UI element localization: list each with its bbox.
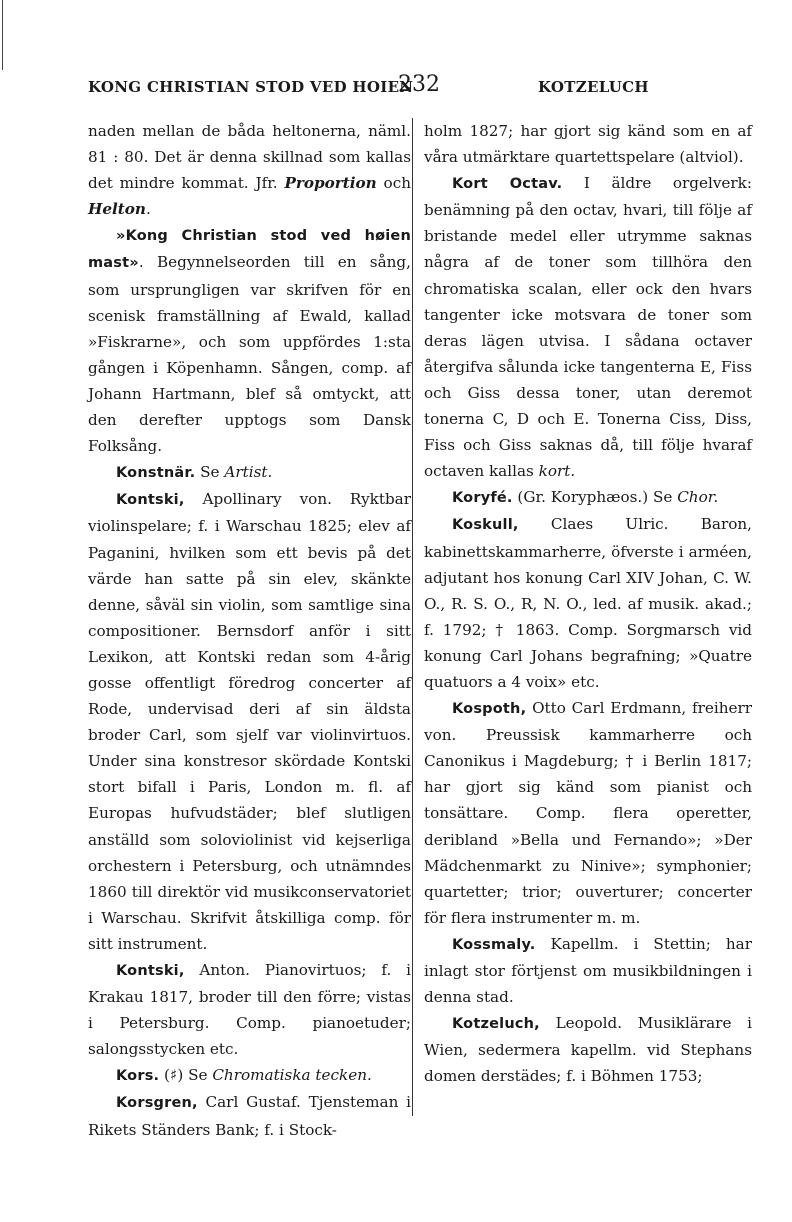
cross-reference: kort. bbox=[538, 462, 576, 481]
entry-text: (♯) Se bbox=[159, 1066, 213, 1085]
entry-term: »Kong Christian stod ved høien mast» bbox=[88, 228, 411, 272]
entry-term: Korsgren, bbox=[116, 1095, 198, 1112]
entry-text: Se bbox=[195, 463, 225, 482]
entry-text: Carl Gustaf. Tjensteman i Rikets Ständers Bank; f. i Stock- bbox=[88, 1093, 411, 1139]
cross-reference: Artist. bbox=[224, 463, 273, 482]
entry-text: Kapellm. i Stettin; har inlagt stor förtjenst om musikbildningen i denna stad. bbox=[424, 934, 752, 1007]
entry-kort-octav bbox=[424, 170, 752, 484]
entry-text: Otto Carl Erdmann, freiherr von. Preussisk kammarherre och Canonikus i Magdeburg; † i Berlin 1817; har gjort sig känd som pianist och tonsättare. Comp. flera operetter, deribland »Bella und Fernando»; »Der Mädchenmarkt zu Ninive»; symphonier; quartetter; trior; ouverturer; concerter för flera instrumenter m. m. bbox=[424, 699, 752, 927]
entry-term: Kotzeluch, bbox=[452, 1016, 540, 1033]
entry-koskull bbox=[424, 511, 752, 695]
text-run: . bbox=[145, 200, 151, 219]
entry-term: Koskull, bbox=[452, 517, 519, 534]
continued-paragraph bbox=[88, 118, 411, 222]
cross-reference: Chor. bbox=[677, 488, 719, 507]
entry-konstnar bbox=[88, 459, 411, 486]
entry-kors bbox=[88, 1062, 411, 1089]
entry-kontski-apollinary bbox=[88, 486, 411, 957]
entry-kong-christian bbox=[88, 222, 411, 459]
text-run: naden mellan de båda heltonerna, näml. 81 : 80. Det är denna skillnad som kallas det mindre kommat. Jfr. bbox=[88, 122, 411, 193]
entry-text: (Gr. Koryphæos.) Se bbox=[512, 488, 678, 507]
entry-kontski-anton bbox=[88, 957, 411, 1062]
continued-paragraph: holm 1827; har gjort sig känd som en af våra utmärktare quartettspelare (altviol). bbox=[424, 122, 752, 167]
entry-koryfe bbox=[424, 484, 752, 511]
entry-kotzeluch bbox=[424, 1010, 752, 1089]
entry-text: Claes Ulric. Baron, kabinettskammarherre, öfverste i arméen, adjutant hos konung Carl XIV Johan, C. W. O., R. S. O., R, N. O., led. af musik. akad.; f. 1792; † 1863. Comp. Sorgmarsch vid konung Carl Johans begrafning; »Quatre quatuors a 4 voix» etc. bbox=[424, 515, 752, 691]
cross-reference: Proportion bbox=[284, 174, 377, 193]
cross-reference: Chromatiska tecken. bbox=[212, 1066, 372, 1085]
entry-korsgren bbox=[88, 1089, 411, 1142]
column-divider bbox=[412, 118, 413, 1116]
page-number: 232 bbox=[398, 72, 440, 97]
entry-text: Anton. Pianovirtuos; f. i Krakau 1817, broder till den förre; vistas i Petersburg. Comp. pianoetuder; salongsstycken etc. bbox=[88, 961, 411, 1059]
page-edge-line bbox=[2, 0, 3, 70]
entry-text: Apollinary von. Ryktbar violinspelare; f. i Warschau 1825; elev af Paganini, hvilken som ett bevis på det värde han satte på sin elev, skänkte denne, såväl sin violin, som samtlige sina compositioner. Bernsdorf anför i sitt Lexikon, att Kontski redan som 4-årig gosse offentligt föredrog concerter af Rode, undervisad deri af sin äldsta broder Carl, som sjelf var violinvirtuos. Under sina konstresor skördade Kontski stort bifall i Paris, London m. fl. af Europas hufvudstäder; blef slutligen anställd som soloviolinist vid kejserliga orchestern i Petersburg, och utnämndes 1860 till direktör vid musikconservatoriet i Warschau. Skrifvit åtskilliga comp. för sitt instrument. bbox=[88, 490, 411, 953]
text-run: och bbox=[376, 174, 411, 193]
entry-term: Koryfé. bbox=[452, 490, 513, 507]
entry-term: Konstnär. bbox=[116, 465, 196, 482]
header-right-title: KOTZELUCH bbox=[538, 78, 649, 96]
entry-text: . Begynnelseorden till en sång, som ursprungligen var skrifven för en scenisk framställning af Ewald, kallad »Fiskrarne», och som uppfördes 1:sta gången i Köpenhamn. Sången, comp. af Johann Hartmann, blef så omtyckt, att den derefter upptogs som Dansk Folksång. bbox=[88, 253, 411, 456]
entry-kossmaly bbox=[424, 931, 752, 1010]
entry-term: Kospoth, bbox=[452, 701, 527, 718]
entry-term: Kontski, bbox=[116, 492, 185, 509]
entry-term: Kors. bbox=[116, 1068, 160, 1085]
running-header bbox=[88, 74, 758, 102]
entry-term: Kontski, bbox=[116, 963, 185, 979]
left-column bbox=[88, 118, 411, 1143]
right-column bbox=[424, 118, 752, 1089]
cross-reference: Helton bbox=[88, 200, 146, 219]
header-left-title: KONG CHRISTIAN STOD VED HOIEN bbox=[88, 78, 414, 96]
entry-text: Leopold. Musiklärare i Wien, sedermera kapellm. vid Stephans domen derstädes; f. i Böhmen 1753; bbox=[424, 1014, 752, 1086]
entry-kospoth bbox=[424, 695, 752, 931]
entry-term: Kossmaly. bbox=[452, 936, 536, 953]
entry-term: Kort Octav. bbox=[452, 176, 563, 193]
entry-text: I äldre orgelverk: benämning på den octav, hvari, till följe af bristande medel eller utrymme saknas några af de toner som tillhöra den chromatiska scalan, eller ock den hvars tangenter icke motsvara de toner som deras lägen utvisa. I sådana octaver återgifva sålunda icke tangenterna E, Fiss och Giss dessa toner, utan deremot tonerna C, D och E. Tonerna Ciss, Diss, Fiss och Giss saknas då, till följe hvaraf octaven kallas bbox=[424, 174, 752, 481]
